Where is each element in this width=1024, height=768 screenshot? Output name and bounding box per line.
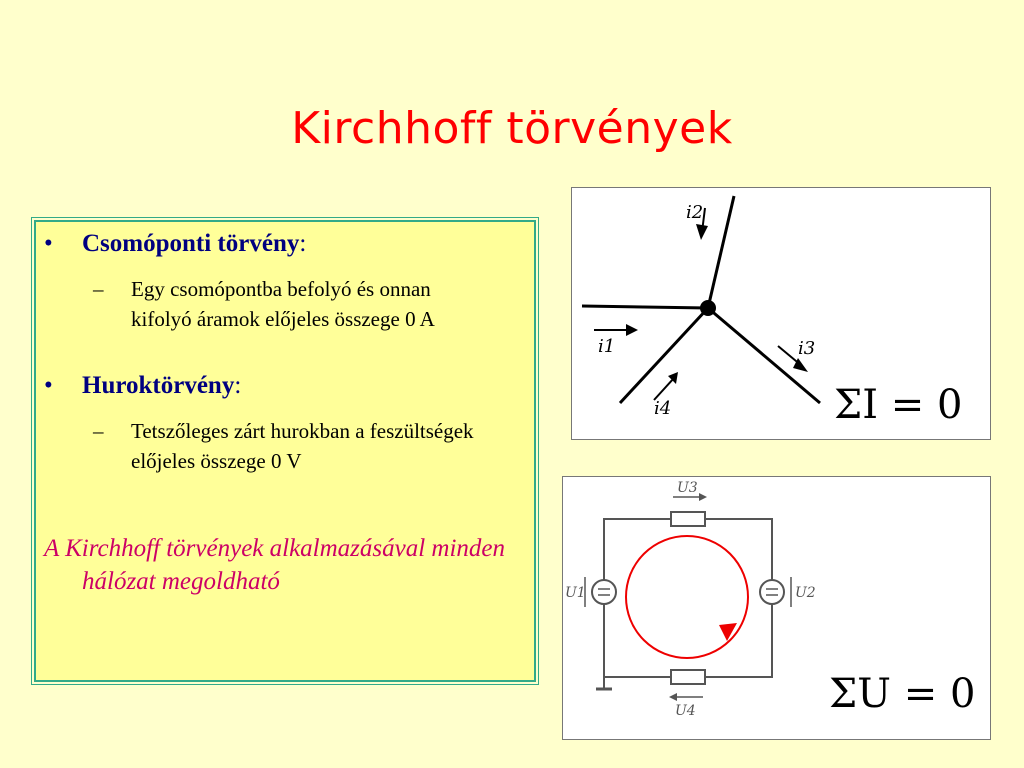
- resistor-u3: [671, 512, 705, 526]
- node-dot: [700, 300, 716, 316]
- label-i2: i2: [686, 202, 704, 223]
- arrow-i4: [654, 378, 674, 400]
- node-diagram: [571, 187, 991, 440]
- arrowhead-u3: [699, 493, 707, 501]
- bullet-heading: Huroktörvény: [82, 372, 235, 399]
- label-i3: i3: [798, 338, 816, 359]
- bullet-colon: :: [299, 230, 307, 257]
- arrowhead-i1: [626, 324, 638, 336]
- loop-direction-circle: [626, 536, 748, 658]
- arrowhead-u4: [669, 693, 677, 701]
- bullet-colon: :: [234, 372, 242, 399]
- label-u4: U4: [675, 703, 696, 719]
- source-u1: [592, 580, 616, 604]
- slide-title: Kirchhoff törvények: [291, 103, 733, 154]
- loop-diagram-svg: [563, 477, 990, 739]
- sub-bullet-text: Tetszőleges zárt hurokban a feszültségek előjeles összege 0 V: [131, 419, 474, 473]
- resistor-u4: [671, 670, 705, 684]
- sub-bullet-marker: –: [93, 277, 104, 301]
- label-u3: U3: [677, 480, 698, 496]
- loop-direction-arrowhead: [719, 623, 737, 641]
- bullet-heading: Csomóponti törvény: [82, 230, 300, 257]
- bullet-marker: •: [44, 372, 53, 399]
- sub-bullet-text: Egy csomópontba befolyó és onnan kifolyó áramok előjeles összege 0 A: [131, 277, 435, 331]
- loop-diagram: [562, 476, 991, 740]
- sub-bullet-node-law: [93, 274, 491, 334]
- label-i1: i1: [598, 336, 616, 357]
- arrowhead-i2: [696, 224, 708, 240]
- bullet-loop-law: [44, 372, 241, 400]
- voltage-law-equation: ΣU = 0: [829, 671, 976, 717]
- sub-bullet-marker: –: [93, 419, 104, 443]
- label-u1: U1: [565, 585, 586, 601]
- bullet-marker: •: [44, 230, 53, 257]
- branch-i1: [582, 306, 708, 308]
- node-diagram-svg: [572, 188, 990, 439]
- branch-i2: [708, 196, 734, 308]
- conclusion-note: A Kirchhoff törvények alkalmazásával minden hálózat megoldható: [44, 535, 506, 595]
- label-i4: i4: [654, 398, 672, 419]
- current-law-equation: ΣI = 0: [834, 382, 963, 428]
- source-u2: [760, 580, 784, 604]
- circuit-wire: [604, 519, 772, 677]
- label-u2: U2: [795, 585, 816, 601]
- bullet-node-law: [44, 230, 306, 258]
- content-textbox: [34, 220, 536, 682]
- sub-bullet-loop-law: [93, 416, 491, 476]
